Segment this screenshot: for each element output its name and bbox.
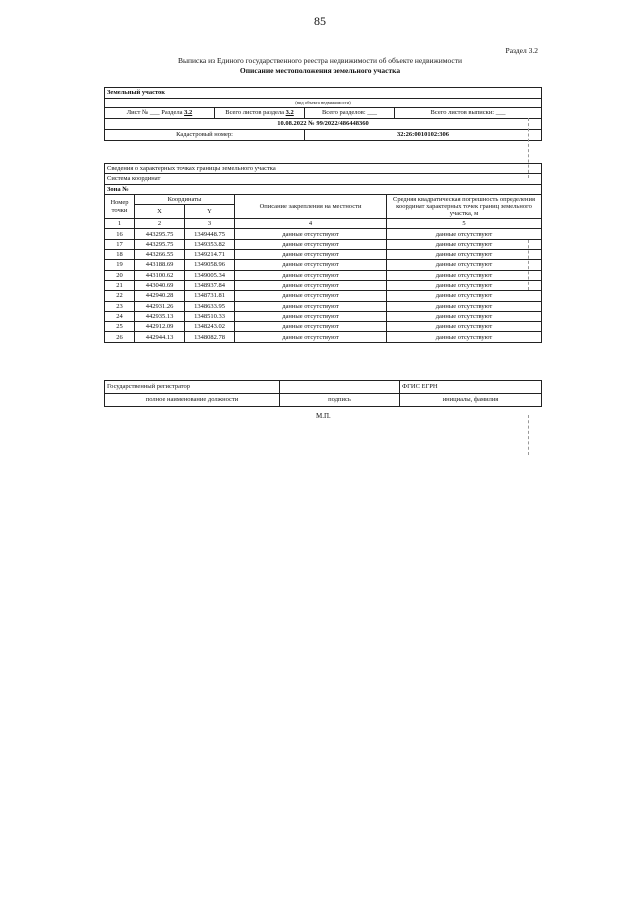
- cell-n: 20: [105, 270, 135, 280]
- table-row: [105, 239, 542, 249]
- col-index: 2: [135, 219, 185, 229]
- scan-mark: [528, 415, 529, 455]
- signature-caption: подпись: [280, 394, 400, 407]
- cell-y: 1348510.33: [185, 311, 235, 321]
- cell-x: 443188.69: [135, 260, 185, 270]
- cadastral-number: 32:26:0010102:306: [305, 130, 542, 141]
- cell-err: данные отсутствуют: [387, 301, 542, 311]
- total-section-sheets: Всего листов раздела 3.2: [215, 108, 305, 119]
- col-index: 1: [105, 219, 135, 229]
- cell-err: данные отсутствуют: [387, 332, 542, 342]
- cell-y: 1348243.02: [185, 322, 235, 332]
- zone: Зона №: [105, 184, 542, 194]
- cell-desc: данные отсутствуют: [235, 280, 387, 290]
- table-row: [105, 270, 542, 280]
- cell-x: 442944.13: [135, 332, 185, 342]
- cell-n: 23: [105, 301, 135, 311]
- table-row: [105, 250, 542, 260]
- cell-y: 1348633.95: [185, 301, 235, 311]
- col-desc-header: Описание закрепления на местности: [235, 194, 387, 218]
- scan-mark: [528, 240, 529, 290]
- cell-desc: данные отсутствуют: [235, 270, 387, 280]
- stamp-place: М.П.: [316, 412, 331, 420]
- object-type-caption: (вид объекта недвижимости): [105, 99, 542, 108]
- cell-y: 1349353.82: [185, 239, 235, 249]
- signature-field: [280, 381, 400, 394]
- cell-n: 18: [105, 250, 135, 260]
- table-row: [105, 291, 542, 301]
- signature-table: [104, 380, 542, 407]
- coord-system: Система координат: [105, 174, 542, 184]
- cell-n: 26: [105, 332, 135, 342]
- cadastral-label: Кадастровый номер:: [105, 130, 305, 141]
- cell-y: 1348082.78: [185, 332, 235, 342]
- position-caption: полное наименование должности: [105, 394, 280, 407]
- cell-n: 22: [105, 291, 135, 301]
- cell-desc: данные отсутствуют: [235, 229, 387, 239]
- cell-err: данные отсутствуют: [387, 250, 542, 260]
- cell-x: 443266.55: [135, 250, 185, 260]
- points-caption: Сведения о характерных точках границы земельного участка: [105, 164, 542, 174]
- cell-err: данные отсутствуют: [387, 291, 542, 301]
- col-index: 3: [185, 219, 235, 229]
- cell-y: 1349058.96: [185, 260, 235, 270]
- cell-n: 25: [105, 322, 135, 332]
- cell-desc: данные отсутствуют: [235, 239, 387, 249]
- cell-desc: данные отсутствуют: [235, 260, 387, 270]
- sheet-info: Лист № ___ Раздела 3.2: [105, 108, 215, 119]
- cell-n: 19: [105, 260, 135, 270]
- col-index: 4: [235, 219, 387, 229]
- registrar-org: ФГИС ЕГРН: [400, 381, 542, 394]
- cell-desc: данные отсутствуют: [235, 332, 387, 342]
- date-and-number: 10.08.2022 № 99/2022/486448360: [105, 119, 542, 130]
- cell-x: 442940.28: [135, 291, 185, 301]
- cell-x: 443040.69: [135, 280, 185, 290]
- col-y-header: Y: [185, 205, 235, 219]
- cell-y: 1348731.81: [185, 291, 235, 301]
- table-row: [105, 260, 542, 270]
- cell-x: 442912.09: [135, 322, 185, 332]
- cell-n: 21: [105, 280, 135, 290]
- table-row: [105, 322, 542, 332]
- cell-n: 16: [105, 229, 135, 239]
- total-sections: Всего разделов: ___: [305, 108, 395, 119]
- cell-desc: данные отсутствуют: [235, 301, 387, 311]
- cell-n: 24: [105, 311, 135, 321]
- table-row: [105, 332, 542, 342]
- cell-x: 443295.75: [135, 239, 185, 249]
- scan-mark: [528, 118, 529, 178]
- cell-err: данные отсутствуют: [387, 239, 542, 249]
- boundary-points-table: [104, 163, 542, 343]
- document-title: Выписка из Единого государственного реестра недвижимости об объекте недвижимости: [177, 56, 463, 65]
- table-row: [105, 301, 542, 311]
- col-coords-header: Координаты: [135, 194, 235, 204]
- cell-err: данные отсутствуют: [387, 322, 542, 332]
- cell-desc: данные отсутствуют: [235, 322, 387, 332]
- registrar-position: Государственный регистратор: [105, 381, 280, 394]
- cell-err: данные отсутствуют: [387, 229, 542, 239]
- object-type: Земельный участок: [105, 88, 542, 99]
- cell-desc: данные отсутствуют: [235, 291, 387, 301]
- cell-desc: данные отсутствуют: [235, 250, 387, 260]
- cell-y: 1349005.34: [185, 270, 235, 280]
- col-x-header: X: [135, 205, 185, 219]
- section-label: Раздел 3.2: [505, 46, 538, 55]
- header-table: [104, 87, 542, 141]
- cell-x: 442931.26: [135, 301, 185, 311]
- cell-n: 17: [105, 239, 135, 249]
- col-index: 5: [387, 219, 542, 229]
- table-row: [105, 280, 542, 290]
- cell-err: данные отсутствуют: [387, 270, 542, 280]
- document-subtitle: Описание местоположения земельного участка: [239, 66, 401, 75]
- cell-x: 443295.75: [135, 229, 185, 239]
- cell-y: 1348937.84: [185, 280, 235, 290]
- column-index-row: [105, 219, 542, 229]
- cell-x: 442935.13: [135, 311, 185, 321]
- cell-y: 1349214.71: [185, 250, 235, 260]
- name-caption: инициалы, фамилия: [400, 394, 542, 407]
- points-body: [105, 229, 542, 342]
- cell-err: данные отсутствуют: [387, 280, 542, 290]
- col-error-header: Средняя квадратическая погрешность определения координат характерных точек границ земельного участка, м: [387, 194, 542, 218]
- total-extract-sheets: Всего листов выписки: ___: [395, 108, 542, 119]
- cell-y: 1349448.75: [185, 229, 235, 239]
- table-row: [105, 229, 542, 239]
- cell-err: данные отсутствуют: [387, 260, 542, 270]
- page-number: 85: [314, 14, 326, 28]
- col-number-header: Номер точки: [105, 194, 135, 218]
- cell-x: 443100.62: [135, 270, 185, 280]
- table-row: [105, 311, 542, 321]
- cell-desc: данные отсутствуют: [235, 311, 387, 321]
- cell-err: данные отсутствуют: [387, 311, 542, 321]
